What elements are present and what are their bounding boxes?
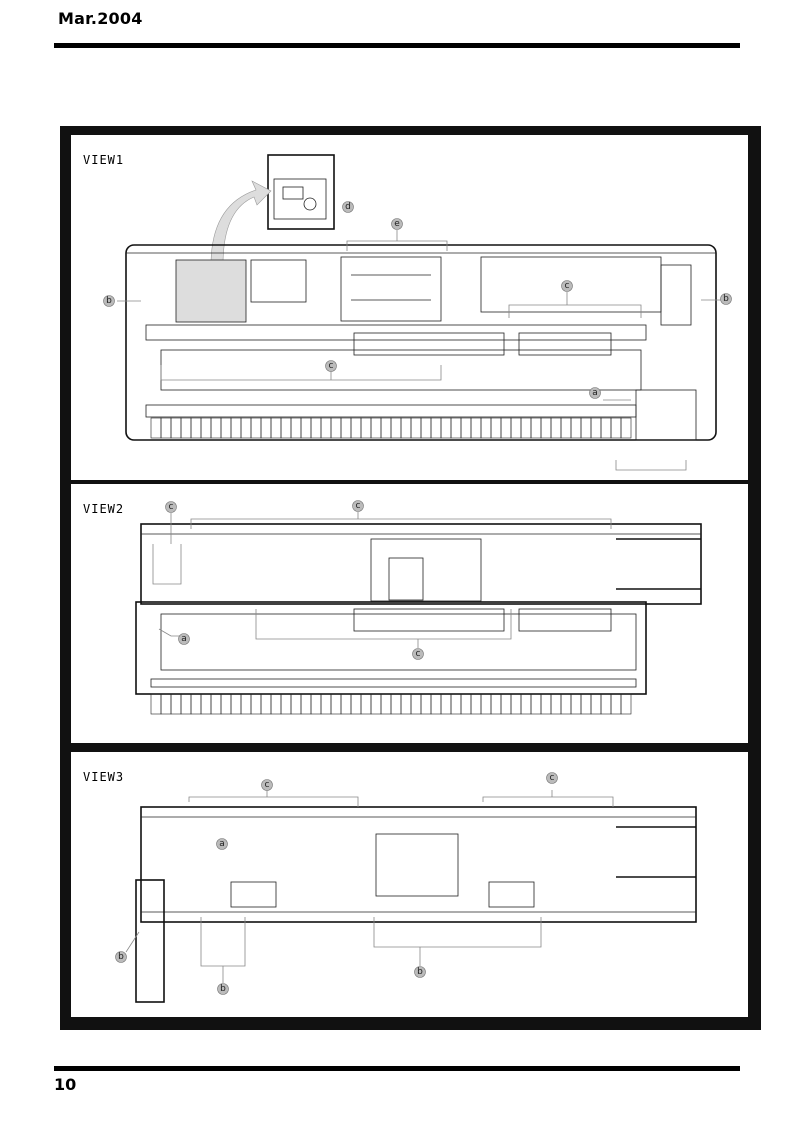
callout-c-right: c [549, 773, 555, 783]
callout-c-right: c [564, 281, 570, 291]
callout-c-left: c [168, 502, 174, 512]
view1-panel [71, 135, 748, 480]
callout-b-right: b [723, 294, 729, 304]
view2-panel [71, 484, 748, 743]
view3-panel [71, 752, 748, 1017]
header-rule [54, 43, 740, 48]
callout-b-left: b [106, 296, 112, 306]
callout-a: a [181, 634, 187, 644]
callout-b-bottom: b [220, 984, 226, 994]
view2-label: VIEW2 [83, 502, 125, 516]
view3-label: VIEW3 [83, 770, 125, 784]
callout-a: a [219, 839, 225, 849]
callout-c-bottom: c [415, 649, 421, 659]
callout-a: a [592, 388, 598, 398]
callout-b-middle: b [417, 967, 423, 977]
footer-rule [54, 1066, 740, 1071]
callout-b-left: b [118, 952, 124, 962]
view1-label: VIEW1 [83, 153, 125, 167]
header-date: Mar.2004 [58, 9, 143, 28]
callout-d: d [345, 202, 351, 212]
figure-frame [60, 126, 761, 1030]
callout-c-top: c [355, 501, 361, 511]
callout-c-bottom: c [328, 361, 334, 371]
callout-e: e [394, 219, 400, 229]
page-number: 10 [54, 1075, 77, 1094]
callout-c-left: c [264, 780, 270, 790]
